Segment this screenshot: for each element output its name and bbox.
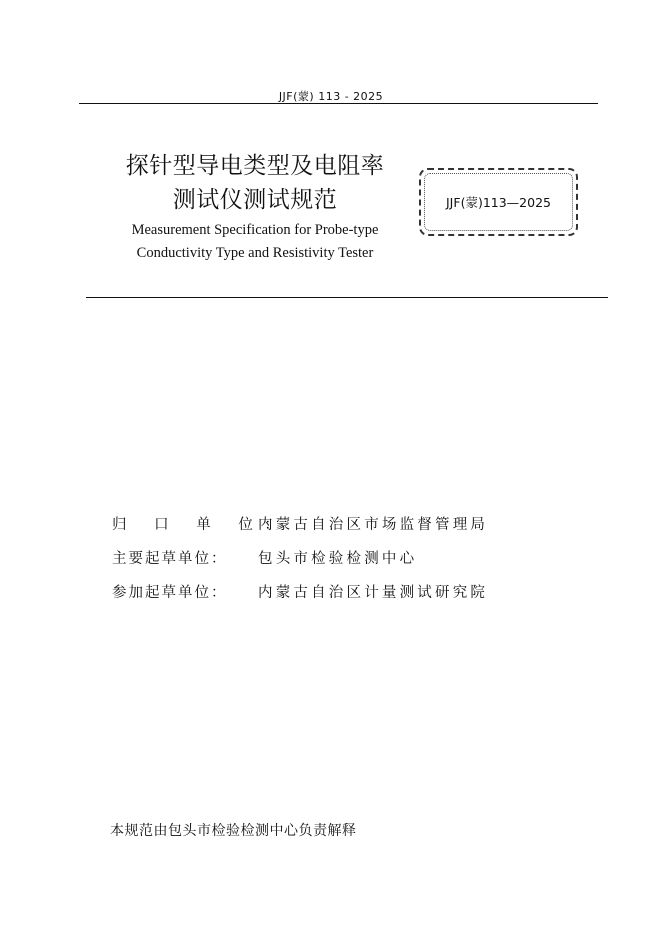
org-row-main-drafter <box>112 540 532 574</box>
title-chinese <box>110 149 400 217</box>
interpretation-note: 本规范由包头市检验检测中心负责解释 <box>110 823 357 839</box>
title-chinese-line2: 测试仪测试规范 <box>172 187 338 213</box>
org-value-participating-drafter: 内蒙古自治区计量测试研究院 <box>258 584 489 601</box>
specification-code-box <box>419 168 578 236</box>
title-english <box>100 219 410 265</box>
organization-list <box>112 506 532 608</box>
org-value-responsible: 内蒙古自治区市场监督管理局 <box>258 516 489 533</box>
org-row-participating-drafter <box>112 574 532 608</box>
document-header-code: JJF(蒙) 113 - 2025 <box>278 90 384 103</box>
org-label-main-drafter: 主要起草单位： <box>112 550 228 567</box>
title-english-line1: Measurement Specification for Probe-type <box>131 222 379 238</box>
title-divider <box>86 297 608 298</box>
specification-code: JJF(蒙)113—2025 <box>446 195 551 210</box>
org-value-main-drafter: 包头市检验检测中心 <box>258 550 418 567</box>
title-chinese-line1: 探针型导电类型及电阻率 <box>125 153 385 179</box>
title-english-line2: Conductivity Type and Resistivity Tester <box>136 245 374 261</box>
header-divider <box>79 103 598 104</box>
org-label-responsible: 归 口 单 位： <box>112 516 291 533</box>
org-label-participating-drafter: 参加起草单位： <box>112 584 228 601</box>
org-row-responsible <box>112 506 532 540</box>
